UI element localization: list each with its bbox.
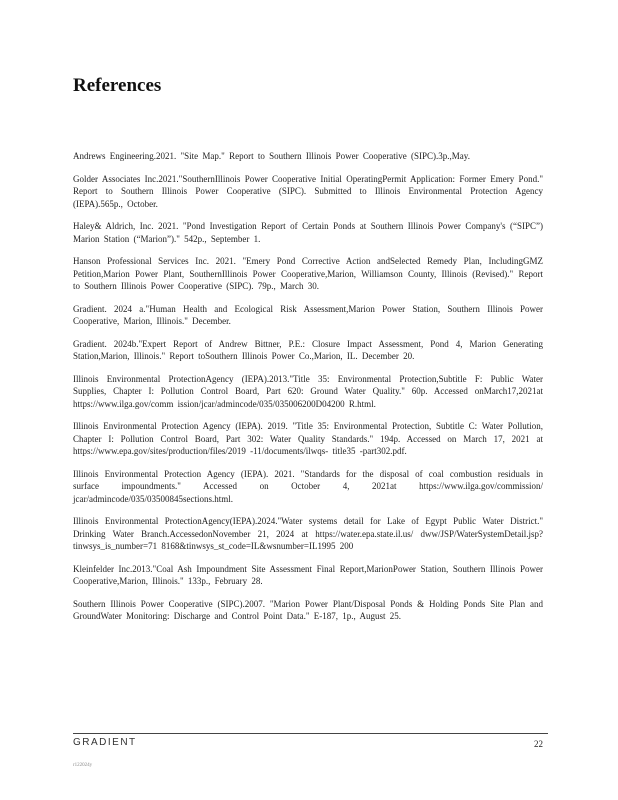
company-logo: GRADIENT bbox=[73, 737, 137, 748]
document-code: r122024y bbox=[73, 763, 93, 768]
reference-item: Southern Illinois Power Cooperative (SIPC).2007. "Marion Power Plant/Disposal Ponds & Holding Ponds Site Plan and GroundWater Monitoring: Discharge and Control Point Data." E-187, 1p., August 25. bbox=[73, 598, 543, 621]
reference-item: Gradient. 2024 a."Human Health and Ecological Risk Assessment,Marion Power Station, Southern Illinois Power Cooperative, Marion, Illinois." December. bbox=[73, 303, 543, 326]
reference-item: Illinois Environmental Protection Agency (IEPA). 2019. "Title 35: Environmental Protection, Subtitle C: Water Pollution, Chapter I: Pollution Control Board, Part 302: Water Quality Standards." 194p. Accessed on March 17, 2021 at https://www.epa.gov/sites/production/files/2019 -11/documents/ilwqs- title35 -part302.pdf. bbox=[73, 421, 543, 456]
reference-list bbox=[73, 150, 543, 633]
reference-item: Illinois Environmental Protection Agency (IEPA). 2021. "Standards for the disposal of coal combustion residuals in surface impoundments." Accessed on October 4, 2021at https://www.ilga.gov/commission/ jcar/admincode/035/03500845sections.html. bbox=[73, 468, 543, 504]
reference-item: Kleinfelder Inc.2013."Coal Ash Impoundment Site Assessment Final Report,MarionPower Station, Southern Illinois Power Cooperative,Marion, Illinois." 133p., February 28. bbox=[73, 563, 543, 586]
page-title: References bbox=[73, 75, 162, 96]
footer-divider bbox=[73, 733, 548, 734]
reference-item: Haley& Aldrich, Inc. 2021. "Pond Investigation Report of Certain Ponds at Southern Illinois Power Company's (“SIPC”) Marion Station (“Marion”)." 542p., September 1. bbox=[73, 221, 543, 244]
reference-item: Andrews Engineering.2021. "Site Map." Report to Southern Illinois Power Cooperative (SIPC).3p.,May. bbox=[73, 151, 470, 161]
reference-item: Illinois Environmental ProtectionAgency(IEPA).2024."Water systems detail for Lake of Egypt Public Water District." Drinking Water Branch.AccessedonNovember 21, 2024 at https://water.epa.state.il.us/ dww/JSP/WaterSystemDetail.jsp?tinwsys_is_number=71 8168&tinwsys_st_code=IL&wsnumber=IL1995 200 bbox=[73, 516, 543, 551]
reference-item: Hanson Professional Services Inc. 2021. "Emery Pond Corrective Action andSelected Remedy Plan, IncludingGMZ Petition,Marion Power Plant, SouthernIllinois Power Cooperative,Marion, Williamson County, Illinois (Revised)." Report to Southern Illinois Power Cooperative (SIPC). 79p., March 30. bbox=[73, 256, 543, 291]
reference-item: Golder Associates Inc.2021."SouthernIllinois Power Cooperative Initial OperatingPermit Application: Former Emery Pond." Report to Southern Illinois Power Cooperative (SIPC). Submitted to Illinois Environmental Protection Agency (IEPA).565p., October. bbox=[73, 173, 543, 209]
reference-item: Illinois Environmental ProtectionAgency (IEPA).2013."Title 35: Environmental Protection,Subtitle F: Public Water Supplies, Chapter I: Pollution Control Board, Part 620: Ground Water Quality." 60p. Accessed onMarch17,2021at https://www.ilga.gov/comm ission/jcar/admincode/035/035006200D04200 R.html. bbox=[73, 373, 543, 409]
reference-item: Gradient. 2024b."Expert Report of Andrew Bittner, P.E.: Closure Impact Assessment, Pond 4, Marion Generating Station,Marion, Illinois." Report toSouthern Illinois Power Co.,Marion, IL. December 20. bbox=[73, 338, 543, 361]
page-number: 22 bbox=[534, 739, 543, 749]
